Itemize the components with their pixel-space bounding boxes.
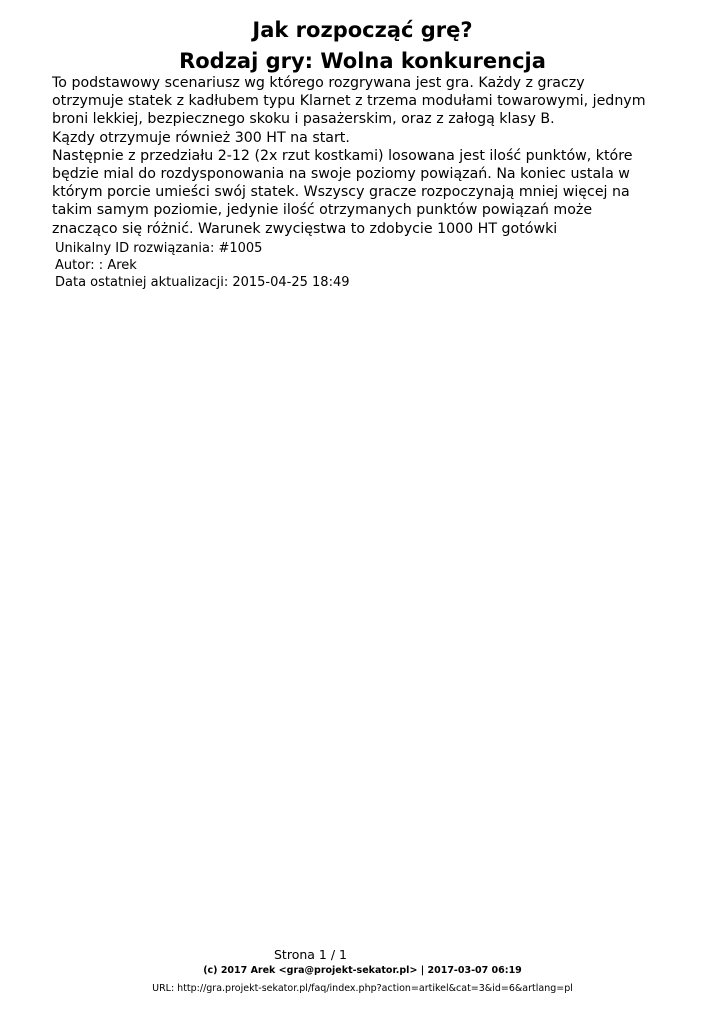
body-line: To podstawowy scenariusz wg którego rozgrywana jest gra. Każdy z graczy [52, 75, 585, 91]
body-line: takim samym poziomie, jedynie ilość otrzymanych punktów powiązań może [52, 202, 593, 219]
solution-id: Unikalny ID rozwiązania: #1005 [55, 241, 263, 256]
body-line: Kązdy otrzymuje również 300 HT na start. [52, 129, 350, 146]
document-subtitle: Rodzaj gry: Wolna konkurencja [179, 49, 546, 73]
last-update: Data ostatniej aktualizacji: 2015-04-25 18:49 [55, 275, 350, 290]
body-line: broni lekkiej, bezpiecznego skoku i pasażerskim, oraz z załogą klasy B. [52, 111, 555, 128]
author: Autor: : Arek [55, 258, 137, 273]
page-number: Strona 1 / 1 [274, 947, 347, 962]
body-line: Następnie z przedziału 2-12 (2x rzut kostkami) losowana jest ilość punktów, które [52, 147, 633, 164]
body-line: którym porcie umieści swój statek. Wszyscy gracze rozpoczynają mniej więcej na [52, 184, 630, 201]
document-title: Jak rozpocząć grę? [252, 18, 473, 42]
body-line: znacząco się różnić. Warunek zwycięstwa to zdobycie 1000 HT gotówki [52, 220, 558, 237]
footer-url: URL: http://gra.projekt-sekator.pl/faq/index.php?action=artikel&cat=3&id=6&artlang=pl [152, 983, 573, 994]
article-body [52, 74, 692, 238]
body-line: będzie mial do rozdysponowania na swoje poziomy powiązań. Na koniec ustala w [52, 166, 630, 183]
footer-copyright: (c) 2017 Arek <gra@projekt-sekator.pl> | 2017-03-07 06:19 [203, 965, 522, 976]
body-line: otrzymuje statek z kadłubem typu Klarnet z trzema modułami towarowymi, jednym [52, 93, 646, 110]
